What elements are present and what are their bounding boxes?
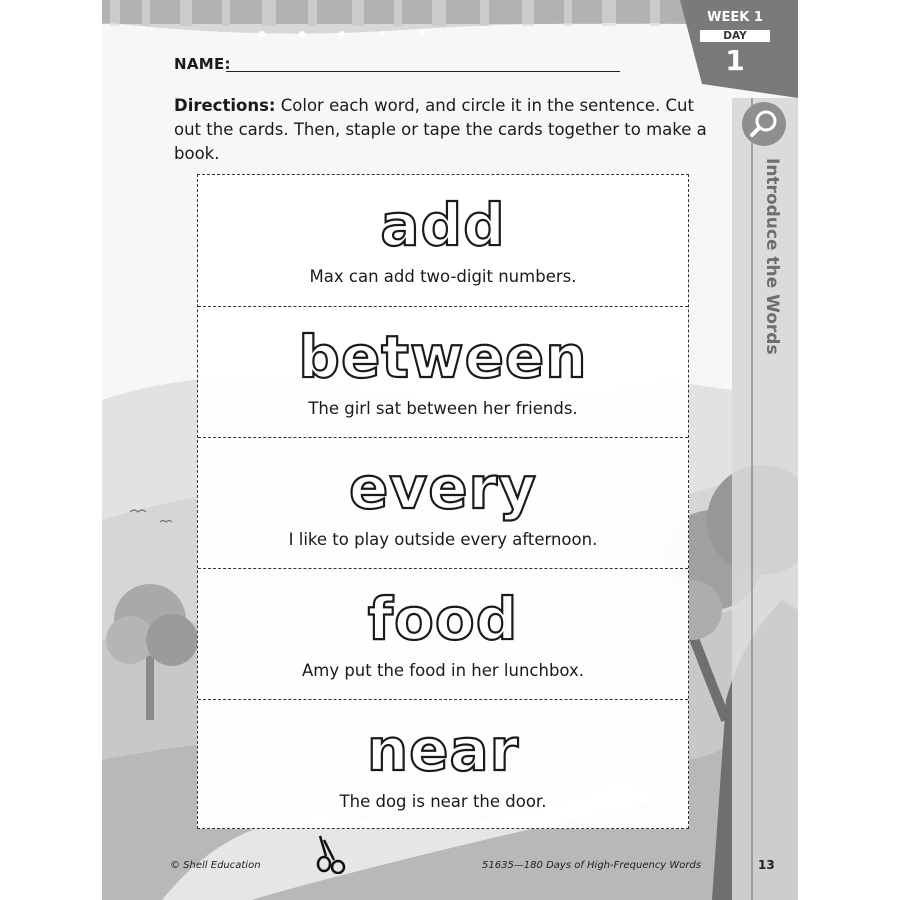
word-card[interactable] xyxy=(198,175,688,306)
card-sentence: I like to play outside every afternoon. xyxy=(288,530,598,549)
footer-copyright: © Shell Education xyxy=(170,860,261,871)
card-sentence: Amy put the food in her lunchbox. xyxy=(301,661,585,680)
worksheet-page xyxy=(102,0,798,900)
directions-text: Color each word, and circle it in the sentence. Cut out the cards. Then, staple or tape the cards together to make a book. xyxy=(174,96,707,163)
word-card[interactable] xyxy=(198,568,688,699)
word-cards xyxy=(197,174,689,829)
card-sentence: The girl sat between her friends. xyxy=(308,399,578,418)
directions xyxy=(174,94,724,166)
page-number: 13 xyxy=(758,858,775,872)
directions-lead: Directions: xyxy=(174,96,276,115)
magnifier-icon-bg xyxy=(742,102,786,146)
card-word: between xyxy=(298,323,588,391)
card-word: food xyxy=(367,585,519,653)
name-label: NAME: xyxy=(174,55,231,73)
card-sentence: Max can add two-digit numbers. xyxy=(309,267,577,286)
word-card[interactable] xyxy=(198,437,688,568)
footer-book-title: 51635—180 Days of High-Frequency Words xyxy=(482,860,702,871)
card-word: every xyxy=(349,454,537,522)
word-card[interactable] xyxy=(198,699,688,830)
week-label: WEEK 1 xyxy=(707,10,763,25)
card-word: add xyxy=(380,191,506,259)
side-tab-title: Introduce the Words xyxy=(762,158,782,355)
name-line xyxy=(226,71,620,72)
day-number: 1 xyxy=(725,44,745,77)
day-label: DAY xyxy=(700,30,770,42)
word-card[interactable] xyxy=(198,306,688,437)
card-word: near xyxy=(366,716,520,784)
card-sentence: The dog is near the door. xyxy=(339,792,547,811)
scissors-icon xyxy=(314,834,348,874)
